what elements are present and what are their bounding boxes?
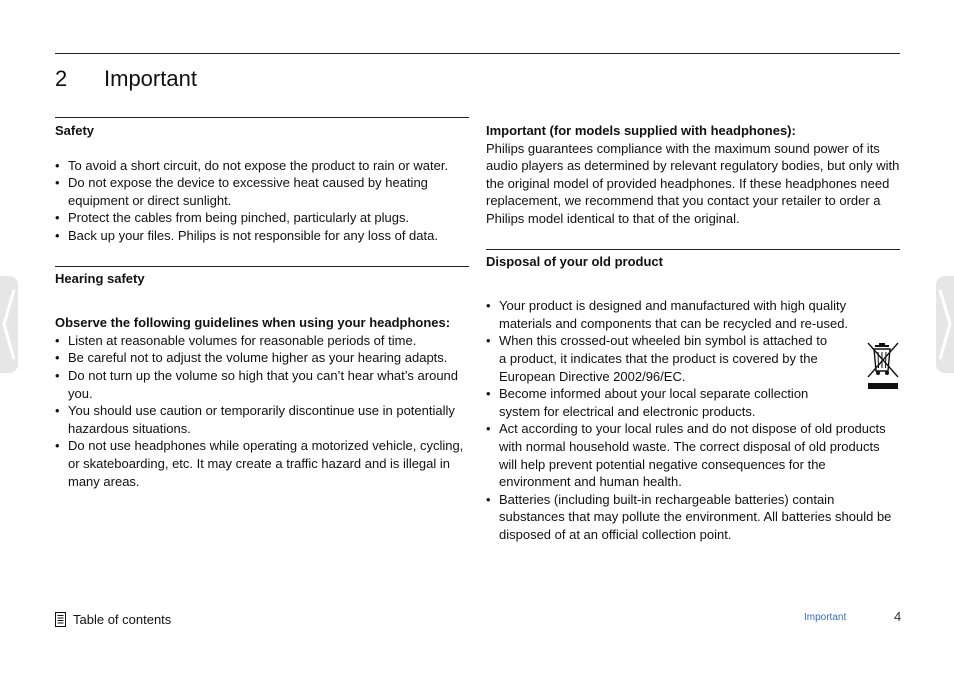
- prev-page-button[interactable]: [0, 276, 18, 373]
- footer-section-title: Important: [804, 612, 847, 623]
- page-number: 4: [894, 609, 902, 624]
- chevron-right-icon: [936, 276, 954, 373]
- list-item: • Back up your files. Philips is not responsible for any loss of data.: [55, 227, 469, 245]
- list-item: • Act according to your local rules and do not dispose of old products with normal household waste. The correct disposal of old products will help prevent potential negative consequences for the environment and human health.: [486, 420, 900, 490]
- crossed-out-wheeled-bin-icon: [867, 342, 899, 390]
- list-item: • Do not use headphones while operating a motorized vehicle, cycling, or skateboarding, etc. It may create a traffic hazard and is illegal in many areas.: [55, 437, 469, 490]
- chevron-left-icon: [0, 276, 18, 373]
- chapter-title: Important: [104, 66, 197, 91]
- safety-list: [55, 157, 469, 245]
- list-item: • Protect the cables from being pinched, particularly at plugs.: [55, 209, 469, 227]
- right-column: [486, 122, 900, 543]
- disposal-heading: Disposal of your old product: [486, 253, 663, 269]
- headphones-heading: Important (for models supplied with headphones):: [486, 123, 796, 138]
- list-item: • You should use caution or temporarily discontinue use in potentially hazardous situations.: [55, 402, 469, 437]
- table-of-contents-link[interactable]: [55, 612, 171, 627]
- list-item: • Be careful not to adjust the volume higher as your hearing adapts.: [55, 349, 469, 367]
- list-item: • Batteries (including built-in rechargeable batteries) contain substances that may pollute the environment. All batteries should be disposed of at an official collection point.: [486, 491, 900, 544]
- next-page-button[interactable]: [936, 276, 954, 373]
- chapter-number: 2: [55, 66, 68, 91]
- section-rule: [55, 266, 469, 267]
- safety-heading: Safety: [55, 123, 95, 138]
- top-rule: [55, 53, 900, 54]
- hearing-subheading: Observe the following guidelines when using your headphones:: [55, 315, 451, 331]
- list-item: • Become informed about your local separate collection system for electrical and electronic products.: [486, 385, 900, 420]
- list-item: • To avoid a short circuit, do not expose the product to rain or water.: [55, 157, 469, 175]
- section-rule: [55, 117, 469, 118]
- hearing-safety-heading: Hearing safety: [55, 270, 145, 286]
- list-item: • Do not expose the device to excessive heat caused by heating equipment or direct sunlight.: [55, 174, 469, 209]
- toc-label: Table of contents: [73, 612, 172, 627]
- headphones-body: Philips guarantees compliance with the maximum sound power of its audio players as determined by relevant regulatory bodies, but only with the original model of provided headphones. If these headphones need replacement, we recommend that you contact your retailer to order a Philips model identical to that of the original.: [486, 140, 900, 226]
- list-item: • Your product is designed and manufactured with high quality materials and components that can be recycled and re-used.: [486, 297, 900, 332]
- list-item: • Do not turn up the volume so high that you can’t hear what’s around you.: [55, 367, 469, 402]
- section-rule: [486, 249, 900, 250]
- hearing-list: [55, 332, 469, 490]
- left-column: [55, 117, 469, 490]
- list-item: • When this crossed-out wheeled bin symbol is attached to a product, it indicates that the product is covered by the European Directive 2002/96/EC.: [486, 332, 900, 385]
- disposal-list: [486, 297, 900, 543]
- list-item: • Listen at reasonable volumes for reasonable periods of time.: [55, 332, 469, 350]
- toc-icon: [55, 612, 66, 627]
